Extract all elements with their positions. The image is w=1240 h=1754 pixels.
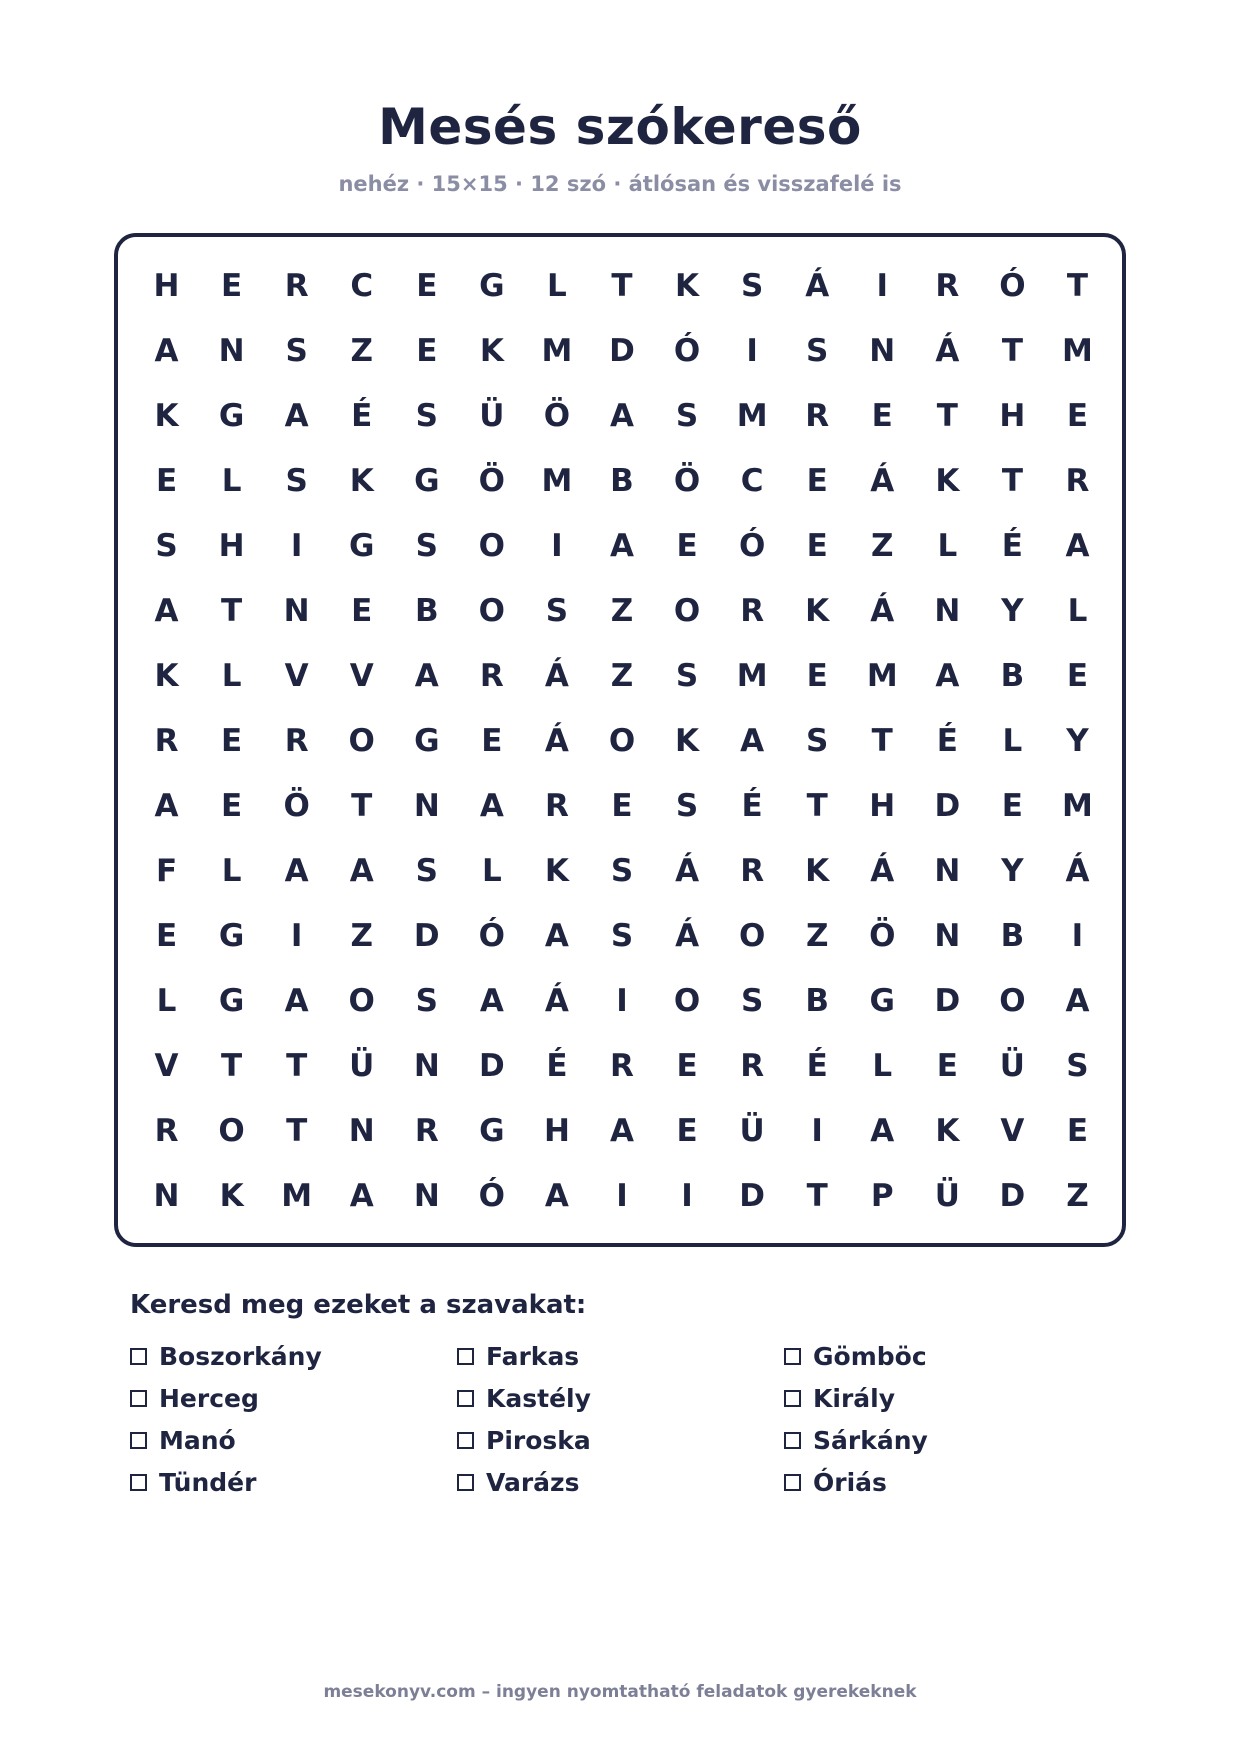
grid-cell[interactable]: A — [284, 853, 309, 890]
grid-cell[interactable]: É — [806, 1048, 828, 1085]
grid-cell[interactable]: M — [1062, 788, 1093, 825]
grid-cell[interactable]: Á — [544, 983, 569, 1020]
grid-cell[interactable]: E — [806, 462, 828, 499]
grid-cell[interactable]: Á — [544, 722, 569, 759]
grid-cell[interactable]: Á — [805, 267, 830, 304]
grid-cell[interactable]: T — [611, 267, 633, 304]
grid-cell[interactable]: Ü — [479, 397, 505, 434]
grid-cell[interactable]: K — [935, 462, 960, 499]
grid-cell[interactable]: L — [221, 657, 242, 694]
word-item — [784, 1340, 1111, 1373]
grid-cell[interactable]: R — [414, 1113, 439, 1150]
grid-cell[interactable]: G — [479, 267, 505, 304]
grid-cell[interactable]: M — [866, 657, 898, 694]
grid-cell[interactable]: N — [413, 1048, 440, 1085]
word-item — [130, 1340, 457, 1373]
grid-cell[interactable]: L — [221, 853, 242, 890]
grid-cell[interactable]: M — [736, 657, 768, 694]
grid-cell[interactable]: O — [348, 983, 375, 1020]
grid-cell[interactable]: I — [1071, 918, 1084, 955]
grid-cell[interactable]: K — [675, 722, 700, 759]
grid-cell[interactable]: N — [934, 592, 961, 629]
grid-cell[interactable]: A — [1065, 983, 1090, 1020]
grid-cell[interactable]: S — [415, 527, 438, 564]
grid-cell[interactable]: E — [676, 527, 698, 564]
grid-cell[interactable]: F — [155, 853, 178, 890]
grid-cell[interactable]: S — [675, 397, 699, 434]
grid-cell[interactable]: N — [218, 332, 245, 369]
grid-cell[interactable]: I — [746, 332, 758, 369]
grid-cell[interactable]: Z — [350, 332, 373, 369]
grid-cell[interactable]: Á — [870, 853, 895, 890]
word-label: Boszorkány — [159, 1342, 322, 1371]
grid-cell[interactable]: A — [1065, 527, 1090, 564]
grid-cell[interactable]: R — [610, 1048, 634, 1085]
word-checkbox[interactable] — [784, 1432, 801, 1449]
letter-grid — [134, 253, 1110, 1229]
word-label: Manó — [159, 1426, 236, 1455]
grid-cell[interactable]: N — [869, 332, 896, 369]
grid-cell[interactable]: Ö — [543, 397, 571, 434]
word-list — [130, 1340, 1110, 1499]
grid-cell[interactable]: G — [218, 397, 245, 434]
grid-cell[interactable]: R — [740, 1048, 765, 1085]
grid-cell[interactable]: A — [544, 918, 569, 955]
grid-cell[interactable]: Ö — [283, 788, 310, 825]
grid-cell[interactable]: Ü — [739, 1113, 765, 1150]
grid-cell[interactable]: T — [936, 397, 958, 434]
grid-cell[interactable]: E — [221, 267, 243, 304]
grid-cell[interactable]: N — [934, 853, 961, 890]
grid-cell[interactable]: E — [611, 788, 633, 825]
grid-cell[interactable]: O — [608, 722, 636, 759]
grid-cell[interactable]: G — [349, 527, 375, 564]
grid-cell[interactable]: N — [934, 918, 961, 955]
grid-cell[interactable]: Z — [1066, 1178, 1089, 1215]
grid-cell[interactable]: H — [543, 1113, 570, 1150]
grid-cell[interactable]: E — [936, 1048, 958, 1085]
word-checkbox[interactable] — [457, 1432, 474, 1449]
grid-cell[interactable]: E — [1066, 657, 1089, 694]
grid-cell[interactable]: K — [805, 853, 830, 890]
word-checkbox[interactable] — [457, 1390, 474, 1407]
grid-cell[interactable]: L — [156, 983, 177, 1020]
grid-cell[interactable]: A — [349, 1178, 374, 1215]
word-item — [784, 1424, 1111, 1457]
grid-cell[interactable]: E — [155, 462, 178, 499]
grid-cell[interactable]: S — [675, 788, 699, 825]
grid-cell[interactable]: A — [935, 657, 960, 694]
word-item — [130, 1424, 457, 1457]
grid-cell[interactable]: Ö — [869, 918, 896, 955]
grid-cell[interactable]: Ö — [478, 462, 506, 499]
grid-cell[interactable]: Z — [610, 657, 634, 694]
grid-cell[interactable]: A — [284, 397, 309, 434]
grid-cell[interactable]: S — [610, 853, 634, 890]
word-checkbox[interactable] — [130, 1432, 147, 1449]
grid-cell[interactable]: I — [616, 983, 628, 1020]
grid-cell[interactable]: Z — [610, 592, 634, 629]
grid-cell[interactable]: R — [740, 592, 765, 629]
grid-cell[interactable]: R — [740, 853, 765, 890]
grid-cell[interactable]: S — [806, 722, 829, 759]
grid-cell[interactable]: É — [351, 397, 373, 434]
grid-cell[interactable]: S — [1066, 1048, 1089, 1085]
grid-cell[interactable]: R — [284, 267, 309, 304]
grid-cell[interactable]: K — [805, 592, 830, 629]
word-label: Óriás — [813, 1468, 887, 1497]
grid-cell[interactable]: A — [870, 1113, 895, 1150]
grid-cell[interactable]: Ó — [738, 527, 766, 564]
grid-cell[interactable]: E — [1001, 788, 1023, 825]
word-checkbox[interactable] — [130, 1474, 147, 1491]
word-checkbox[interactable] — [130, 1348, 147, 1365]
grid-cell[interactable]: E — [221, 788, 243, 825]
grid-cell[interactable]: Z — [871, 527, 894, 564]
grid-cell[interactable]: T — [286, 1113, 308, 1150]
grid-cell[interactable]: O — [478, 527, 506, 564]
grid-cell[interactable]: Y — [1001, 853, 1024, 890]
grid-cell[interactable]: O — [673, 983, 701, 1020]
word-item — [457, 1340, 784, 1373]
grid-cell[interactable]: Z — [350, 918, 373, 955]
grid-cell[interactable]: Ó — [478, 918, 506, 955]
grid-cell[interactable]: T — [221, 592, 243, 629]
grid-cell[interactable]: O — [673, 592, 701, 629]
word-item — [457, 1382, 784, 1415]
grid-cell[interactable]: A — [479, 983, 504, 1020]
grid-cell[interactable]: H — [218, 527, 245, 564]
word-label: Varázs — [486, 1468, 580, 1497]
grid-cell[interactable]: T — [351, 788, 373, 825]
grid-cell[interactable]: K — [544, 853, 569, 890]
grid-cell[interactable]: E — [676, 1113, 698, 1150]
grid-cell[interactable]: H — [153, 267, 180, 304]
grid-cell[interactable]: S — [740, 267, 764, 304]
grid-cell[interactable]: O — [478, 592, 506, 629]
grid-cell[interactable]: S — [415, 397, 438, 434]
grid-cell[interactable]: A — [609, 1113, 634, 1150]
grid-cell[interactable]: Á — [935, 332, 960, 369]
grid-cell[interactable]: G — [218, 918, 245, 955]
grid-cell[interactable]: M — [541, 462, 573, 499]
grid-cell[interactable]: A — [740, 722, 765, 759]
grid-cell[interactable]: A — [154, 788, 179, 825]
grid-cell[interactable]: M — [281, 1178, 313, 1215]
grid-cell[interactable]: T — [1001, 332, 1023, 369]
grid-cell[interactable]: E — [416, 267, 438, 304]
grid-cell[interactable]: Ü — [349, 1048, 375, 1085]
grid-cell[interactable]: I — [290, 918, 303, 955]
grid-cell[interactable]: S — [610, 918, 634, 955]
grid-cell[interactable]: O — [348, 722, 375, 759]
grid-cell[interactable]: A — [414, 657, 439, 694]
footer-text: mesekonyv.com – ingyen nyomtatható feladatok gyerekeknek — [323, 1682, 917, 1702]
grid-cell[interactable]: É — [546, 1048, 568, 1085]
grid-cell[interactable]: L — [1067, 592, 1088, 629]
word-item — [784, 1382, 1111, 1415]
grid-cell[interactable]: G — [414, 462, 440, 499]
word-checkbox[interactable] — [457, 1474, 474, 1491]
grid-cell[interactable]: A — [154, 592, 179, 629]
grid-cell[interactable]: K — [154, 657, 179, 694]
grid-cell[interactable]: V — [349, 657, 374, 694]
word-label: Sárkány — [813, 1426, 928, 1455]
puzzle-grid-frame — [114, 233, 1126, 1247]
grid-cell[interactable]: Á — [1065, 853, 1090, 890]
grid-cell[interactable]: Ö — [673, 462, 701, 499]
grid-cell[interactable]: L — [937, 527, 958, 564]
grid-cell[interactable]: S — [155, 527, 178, 564]
grid-cell[interactable]: B — [805, 983, 829, 1020]
grid-cell[interactable]: D — [739, 1178, 765, 1215]
grid-cell[interactable]: E — [1066, 1113, 1089, 1150]
grid-cell[interactable]: H — [999, 397, 1026, 434]
grid-cell[interactable]: E — [1066, 397, 1089, 434]
grid-cell[interactable]: D — [999, 1178, 1026, 1215]
grid-cell[interactable]: A — [284, 983, 309, 1020]
grid-cell[interactable]: O — [738, 918, 766, 955]
grid-cell[interactable]: I — [681, 1178, 693, 1215]
grid-cell[interactable]: E — [871, 397, 893, 434]
grid-cell[interactable]: M — [541, 332, 573, 369]
grid-cell[interactable]: S — [415, 983, 438, 1020]
grid-cell[interactable]: S — [285, 462, 308, 499]
grid-cell[interactable]: I — [290, 527, 303, 564]
word-label: Herceg — [159, 1384, 259, 1413]
grid-cell[interactable]: N — [153, 1178, 180, 1215]
grid-cell[interactable]: Ó — [999, 267, 1026, 304]
grid-cell[interactable]: N — [283, 592, 310, 629]
grid-cell[interactable]: R — [154, 1113, 179, 1150]
grid-cell[interactable]: R — [479, 657, 504, 694]
grid-cell[interactable]: N — [413, 1178, 440, 1215]
grid-cell[interactable]: Á — [544, 657, 569, 694]
grid-cell[interactable]: C — [350, 267, 374, 304]
grid-cell[interactable]: Ó — [478, 1178, 506, 1215]
grid-cell[interactable]: O — [999, 983, 1026, 1020]
grid-cell[interactable]: C — [740, 462, 764, 499]
grid-cell[interactable]: A — [544, 1178, 569, 1215]
grid-cell[interactable]: I — [551, 527, 563, 564]
grid-cell[interactable]: Á — [870, 592, 895, 629]
grid-cell[interactable]: E — [221, 722, 243, 759]
grid-cell[interactable]: A — [154, 332, 179, 369]
grid-cell[interactable]: L — [547, 267, 567, 304]
word-label: Tündér — [159, 1468, 257, 1497]
grid-cell[interactable]: S — [415, 853, 438, 890]
grid-cell[interactable]: H — [869, 788, 896, 825]
grid-cell[interactable]: D — [609, 332, 635, 369]
word-label: Kastély — [486, 1384, 591, 1413]
grid-cell[interactable]: Y — [1066, 722, 1089, 759]
grid-cell[interactable]: T — [806, 1178, 828, 1215]
grid-cell[interactable]: É — [741, 788, 763, 825]
grid-cell[interactable]: L — [1002, 722, 1023, 759]
grid-cell[interactable]: A — [609, 397, 634, 434]
grid-cell[interactable]: E — [481, 722, 503, 759]
grid-cell[interactable]: A — [479, 788, 504, 825]
grid-cell[interactable]: R — [284, 722, 309, 759]
grid-cell[interactable]: R — [544, 788, 569, 825]
word-item — [130, 1466, 457, 1499]
word-checkbox[interactable] — [130, 1390, 147, 1407]
grid-cell[interactable]: D — [934, 788, 961, 825]
grid-cell[interactable]: K — [675, 267, 700, 304]
grid-cell[interactable]: P — [870, 1178, 894, 1215]
grid-cell[interactable]: Á — [870, 462, 895, 499]
grid-cell[interactable]: E — [416, 332, 438, 369]
grid-cell[interactable]: S — [285, 332, 308, 369]
grid-cell[interactable]: T — [1001, 462, 1023, 499]
grid-cell[interactable]: R — [1065, 462, 1090, 499]
grid-cell[interactable]: A — [609, 527, 634, 564]
grid-cell[interactable]: S — [675, 657, 699, 694]
grid-cell[interactable]: B — [610, 462, 634, 499]
grid-cell[interactable]: S — [545, 592, 569, 629]
grid-cell[interactable]: É — [936, 722, 958, 759]
grid-cell[interactable]: T — [806, 788, 828, 825]
grid-cell[interactable]: É — [1001, 527, 1023, 564]
word-checkbox[interactable] — [457, 1348, 474, 1365]
word-label: Farkas — [486, 1342, 580, 1371]
word-item — [784, 1466, 1111, 1499]
word-label: Király — [813, 1384, 896, 1413]
grid-cell[interactable]: Z — [805, 918, 829, 955]
grid-cell[interactable]: A — [349, 853, 374, 890]
grid-cell[interactable]: Ó — [673, 332, 701, 369]
grid-cell[interactable]: B — [414, 592, 439, 629]
grid-cell[interactable]: T — [286, 1048, 308, 1085]
grid-cell[interactable]: O — [218, 1113, 245, 1150]
grid-cell[interactable]: Ü — [934, 1178, 960, 1215]
grid-cell[interactable]: Á — [675, 918, 700, 955]
grid-cell[interactable]: E — [806, 657, 828, 694]
grid-cell[interactable]: N — [413, 788, 440, 825]
word-item — [457, 1466, 784, 1499]
grid-cell[interactable]: K — [935, 1113, 960, 1150]
grid-cell[interactable]: K — [349, 462, 374, 499]
grid-cell[interactable]: B — [1000, 918, 1025, 955]
grid-cell[interactable]: B — [1000, 657, 1025, 694]
word-item — [130, 1382, 457, 1415]
grid-cell[interactable]: K — [219, 1178, 244, 1215]
grid-cell[interactable]: R — [154, 722, 179, 759]
word-checkbox[interactable] — [784, 1348, 801, 1365]
grid-cell[interactable]: S — [806, 332, 829, 369]
grid-cell[interactable]: E — [676, 1048, 698, 1085]
grid-cell[interactable]: V — [1000, 1113, 1025, 1150]
grid-cell[interactable]: G — [479, 1113, 505, 1150]
grid-cell[interactable]: Y — [1001, 592, 1024, 629]
grid-cell[interactable]: L — [481, 853, 502, 890]
grid-cell[interactable]: E — [155, 918, 178, 955]
grid-cell[interactable]: D — [413, 918, 440, 955]
grid-cell[interactable]: G — [218, 983, 245, 1020]
word-checkbox[interactable] — [784, 1474, 801, 1491]
grid-cell[interactable]: D — [478, 1048, 505, 1085]
grid-cell[interactable]: T — [871, 722, 893, 759]
word-checkbox[interactable] — [784, 1390, 801, 1407]
grid-cell[interactable]: I — [811, 1113, 823, 1150]
grid-cell[interactable]: D — [934, 983, 961, 1020]
grid-cell[interactable]: L — [221, 462, 242, 499]
grid-cell[interactable]: T — [221, 1048, 243, 1085]
grid-cell[interactable]: Ü — [999, 1048, 1025, 1085]
grid-cell[interactable]: M — [1062, 332, 1093, 369]
grid-cell[interactable]: G — [414, 722, 440, 759]
grid-cell[interactable]: R — [805, 397, 830, 434]
grid-cell[interactable]: I — [616, 1178, 628, 1215]
grid-cell[interactable]: N — [348, 1113, 375, 1150]
grid-cell[interactable]: I — [876, 267, 889, 304]
word-list-heading: Keresd meg ezeket a szavakat: — [130, 1290, 587, 1320]
grid-cell[interactable]: K — [154, 397, 179, 434]
grid-cell[interactable]: M — [736, 397, 768, 434]
grid-cell[interactable]: E — [351, 592, 373, 629]
word-label: Gömböc — [813, 1342, 927, 1371]
grid-cell[interactable]: V — [284, 657, 309, 694]
grid-cell[interactable]: T — [1066, 267, 1089, 304]
grid-cell[interactable]: R — [935, 267, 960, 304]
word-item — [457, 1424, 784, 1457]
grid-cell[interactable]: S — [740, 983, 764, 1020]
grid-cell[interactable]: G — [869, 983, 895, 1020]
grid-cell[interactable]: E — [806, 527, 828, 564]
grid-cell[interactable]: Á — [675, 853, 700, 890]
grid-cell[interactable]: L — [872, 1048, 893, 1085]
word-label: Piroska — [486, 1426, 591, 1455]
page-title: Mesés szókereső — [378, 98, 862, 156]
grid-cell[interactable]: V — [154, 1048, 179, 1085]
grid-cell[interactable]: K — [479, 332, 504, 369]
page-subtitle: nehéz · 15×15 · 12 szó · átlósan és visszafelé is — [338, 172, 902, 196]
